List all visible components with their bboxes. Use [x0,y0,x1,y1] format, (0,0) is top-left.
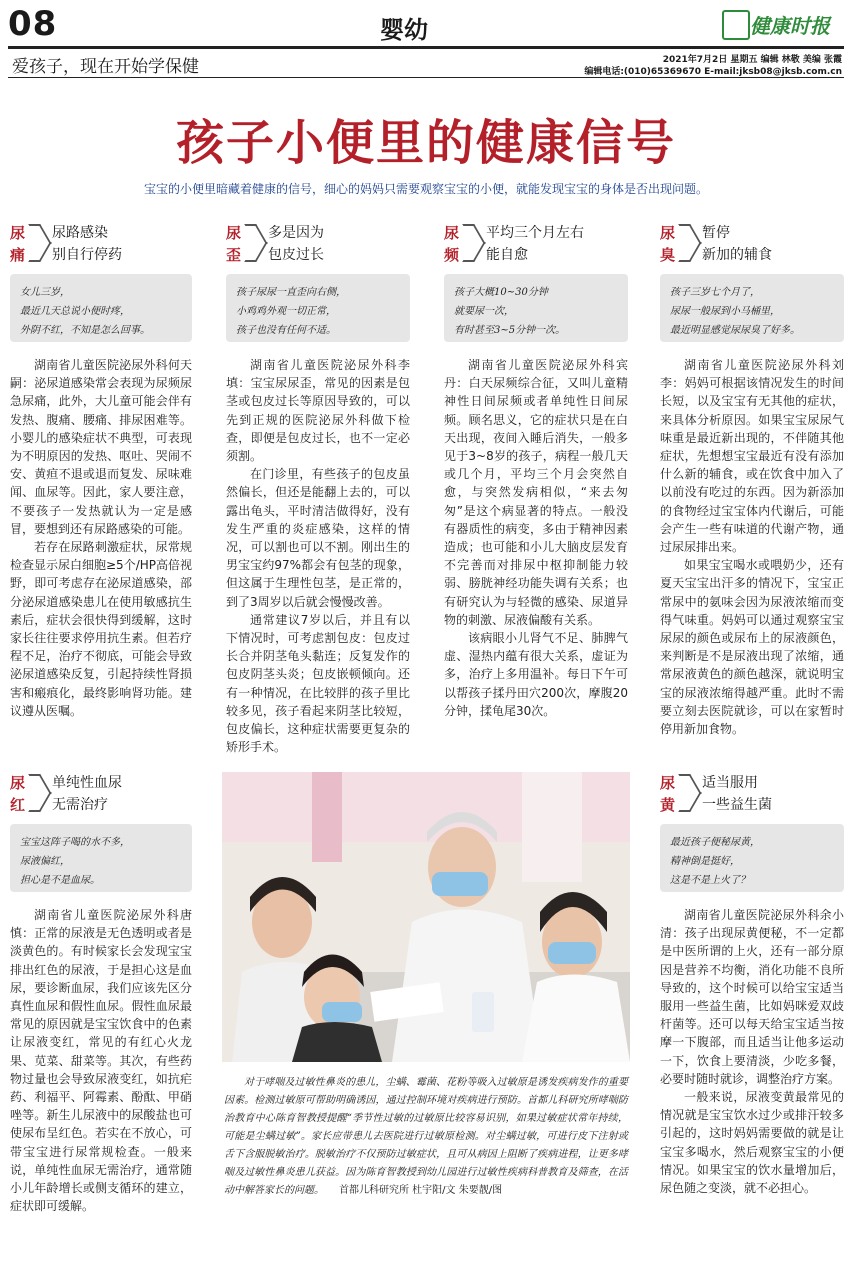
quote-line: 小鸡鸡外观一切正常， [236,306,336,317]
section-header-urine-yellow [660,772,850,820]
chevron-icon [684,772,694,814]
quote-line: 尿液偏红， [20,856,70,867]
quote-line: 精神倒是挺好， [670,856,740,867]
parent-question [660,274,844,342]
chevron-icon [34,772,44,814]
quote-line: 最近几天总说小便时疼， [20,306,130,317]
quote-line: 最近孩子便秘尿黄， [670,837,760,848]
section-body [660,356,844,738]
body-paragraph: 一般来说，尿液变黄最常见的情况就是宝宝饮水过少或排汗较多引起的，这时妈妈需要做的就是让宝宝多喝水，然后观察宝宝的小便情况。如果宝宝的饮水量增加后，尿色随之变淡，就不必担心。 [660,1090,844,1196]
edition-info: 2021年7月2日 星期五 编辑 林敬 美编 张霞 [662,55,842,65]
body-paragraph: 如果宝宝喝水或喂奶少，还有夏天宝宝出汗多的情况下，宝宝正常尿中的氨味会因为尿液浓缩而变得气味重。妈妈可以通过观察宝宝尿尿的颜色或尿布上的尿液颜色，来判断是不是尿液出现了浓缩，通常尿液黄色的颜色越深，就说明宝宝的尿液浓缩得越严重。此时不需要立刻去医院就诊，可以在家暂时停用新加食物。 [660,558,844,737]
chevron-icon [468,222,478,264]
body-paragraph: 湖南省儿童医院泌尿外科刘李：妈妈可根据该情况发生的时间长短，以及宝宝有无其他的症状，来具体分析原因。如果宝宝尿尿气味重是最近新出现的，不伴随其他症状，先想想宝宝最近有没有添加什么新的辅食，或在饮食中加入了以前没有吃过的东西。因为新添加的食物经过宝宝体内代谢后，可能会产生一些有味道的代谢产物，通过尿尿排出来。 [660,358,844,555]
quote-line: 有时甚至3~5分钟一次。 [454,325,566,336]
body-paragraph: 若存在尿路刺激症状，尿常规检查显示尿白细胞≥5个/HP高倍视野，即可考虑存在泌尿道感染，部分泌尿道感染患儿在使用敏感抗生素后，症状会很快得到缓解，这时家长往往要求停用抗生素。但若疗程不足，治疗不彻底，可能会导致泌尿道感染反复，引起持续性肾损害和瘢痕化，最终影响肾功能。建议遵从医嘱。 [10,540,192,718]
quote-line: 孩子三岁七个月了， [670,287,760,298]
quote-line: 就要尿一次， [454,306,514,317]
section-name: 婴幼 [380,16,428,44]
photo-caption [224,1074,628,1200]
editor-contact: 编辑电话:(010)65369670 E-mail:jksb08@jksb.com.cn [584,67,842,77]
section-tag: 尿红 [10,774,26,814]
quote-line: 这是不是上火了？ [670,875,750,886]
section-subheadline: 一些益生菌 [702,797,772,813]
body-paragraph: 湖南省儿童医院泌尿外科何天嗣：泌尿道感染常会表现为尿频尿急尿痛，此外，大儿童可能会伴有发热、腹痛、腰痛、排尿困难等。小婴儿的感染症状不典型，可表现为不明原因的发热、呕吐、哭闹不安、黄疸不退或退而复发、尿味难闻、血尿等。因此，家人要注意，不要孩子一发热就认为一定是感冒，要想到还有尿路感染的可能。 [10,358,192,536]
photo-credit: 首都儿科研究所 杜宇阳/文 朱要靓/图 [339,1185,503,1196]
parent-question [444,274,628,342]
header-rule [8,46,844,49]
section-tag: 尿歪 [226,224,242,264]
quote-line: 女儿三岁， [20,287,70,298]
body-paragraph: 该病眼小儿肾气不足、肺脾气虚、湿热内蕴有很大关系，虚证为多，治疗上多用温补。每日下午可以帮孩子揉丹田穴200次，摩腹20分钟，揉龟尾30次。 [444,631,628,718]
section-body [10,356,192,720]
section-tag: 尿频 [444,224,460,264]
article-title: 孩子小便里的健康信号 [175,115,676,171]
section-header-urine-smell [660,222,850,270]
logo-mark-icon [722,10,750,40]
caption-text: 对于哮喘及过敏性鼻炎的患儿，尘螨、霉菌、花粉等吸入过敏原是诱发疾病发作的重要因素。检测过敏原可帮助明确诱因，通过控制环境对疾病进行预防。首都儿科研究所哮喘防治教育中心陈育智教授提醒“季节性过敏的过敏原比较容易识别，如果过敏症状常年持续，可能是尘螨过敏”。家长应带患儿去医院进行过敏原检测。对尘螨过敏，可进行皮下注射或舌下含服脱敏治疗。脱敏治疗不仅预防过敏症状，且可从病因上阻断了疾病进程，让更多哮喘及过敏性鼻炎患儿获益。因为陈育智教授到幼儿园进行过敏性疾病科普教育及筛查，在活动中解答家长的问题。 [224,1077,628,1196]
section-body [444,356,628,720]
quote-line: 担心是不是血尿。 [20,875,100,886]
section-headline: 适当服用 [702,775,758,791]
section-body [10,906,192,1215]
parent-question [10,824,192,892]
parent-question [10,274,192,342]
chevron-icon [684,222,694,264]
section-header-urine-red [10,772,210,820]
parent-question [660,824,844,892]
section-header-urine-pain [10,222,210,270]
section-header-urine-deviated [226,222,426,270]
section-tag: 尿黄 [660,774,676,814]
quote-line: 最近明显感觉尿尿臭了好多。 [670,325,800,336]
section-tag: 尿臭 [660,224,676,264]
section-headline: 单纯性血尿 [52,775,122,791]
body-paragraph: 湖南省儿童医院泌尿外科余小清：孩子出现尿黄便秘，不一定都是中医所谓的上火，还有一部分原因是营养不均衡，消化功能不良所导致的，这个时候可以给宝宝适当服用一些益生菌，比如妈咪爱双歧杆菌等。还可以每天给宝宝适当按摩一下腹部，而且适当让他多运动一下，饮食上要清淡，少吃多餐，必要时随时就诊，调整治疗方案。 [660,908,844,1086]
logo-text: 健康时报 [750,14,830,38]
chevron-icon [250,222,260,264]
section-subheadline: 能自愈 [486,247,528,263]
chevron-icon [34,222,44,264]
body-paragraph: 湖南省儿童医院泌尿外科唐慎：正常的尿液是无色透明或者是淡黄色的。有时候家长会发现宝宝排出红色的尿液，于是担心这是血尿，要诊断血尿，我们应该先区分真性血尿和假性血尿。假性血尿最常见的原因就是宝宝饮食中的色素让尿液变红，常见的有红心火龙果、苋菜、甜菜等。其次，有些药物过量也会导致尿液变红，如抗疟药、利福平、阿霉素、酚酞、甲硝唑等。新生儿尿液中的尿酸盐也可使尿布呈红色。若实在不放心，可带宝宝进行尿常规检查。一般来说，单纯性血尿无需治疗，通常随小儿年龄增长或侧支循环的建立，症状即可缓解。 [10,908,192,1214]
section-header-urine-frequent [444,222,644,270]
body-paragraph: 通常建议7岁以后，并且有以下情况时，可考虑割包皮：包皮过长合并阴茎龟头黏连；反复发作的包皮阴茎头炎；包皮嵌顿倾向。还有一种情况，在比较胖的孩子里比较多见，孩子看起来阴茎比较短，包皮偏长，这种症状需要更复杂的矫形手术。 [226,612,410,755]
quote-line: 孩子大概10~30分钟 [454,287,548,298]
section-headline: 尿路感染 [52,225,108,241]
article-photo [222,772,630,1062]
parent-question [226,274,410,342]
section-subheadline: 别自行停药 [52,247,122,263]
section-body [660,906,844,1197]
quote-line: 宝宝这阵子喝的水不多， [20,837,130,848]
header-rule-thin [8,77,844,78]
section-tag: 尿痛 [10,224,26,264]
page-slogan: 爱孩子，现在开始学保健 [12,57,199,77]
article-intro: 宝宝的小便里暗藏着健康的信号，细心的妈妈只需要观察宝宝的小便，就能发现宝宝的身体是否出现问题。 [143,182,708,196]
section-subheadline: 无需治疗 [52,797,108,813]
body-paragraph: 在门诊里，有些孩子的包皮虽然偏长，但还是能翻上去的，可以露出龟头，平时清洁做得好，没有发生严重的炎症感染，这样的情况，可以割也可以不割。刚出生的男宝宝约97%都会有包茎的现象，但这属于生理性包茎，是正常的，到了3周岁以后就会慢慢改善。 [226,467,410,609]
section-headline: 平均三个月左右 [486,225,584,241]
body-paragraph: 湖南省儿童医院泌尿外科宾丹：白天尿频综合征，又叫儿童精神性日间尿频或者单纯性日间尿频。顾名思义，它的症状只是在白天出现，夜间入睡后消失，一般多见于3~8岁的孩子，病程一般几天或几个月，平均三个月会突然自愈，与突然发病相似，“来去匆匆”是这个病显著的特点。一般没有器质性的病变，多由于精神因素造成；也可能和小儿大脑皮层发育不完善而对排尿中枢抑制能力较弱、膀胱神经功能失调有关系；也有研究认为与轻微的感染、尿道异物的刺激、尿液偏酸有关系。 [444,358,628,627]
photo-illustration [222,772,630,1062]
quote-line: 孩子尿尿一直歪向右侧， [236,287,346,298]
body-paragraph: 湖南省儿童医院泌尿外科李填：宝宝尿尿歪，常见的因素是包茎或包皮过长等原因导致的，可以先到正规的医院泌尿外科做下检查，即便是包皮过长，也不一定必须割。 [226,358,410,464]
section-headline: 多是因为 [268,225,324,241]
quote-line: 外阴不红，不知是怎么回事。 [20,325,150,336]
quote-line: 孩子也没有任何不适。 [236,325,336,336]
quote-line: 尿尿一般尿到小马桶里， [670,306,780,317]
section-subheadline: 新加的辅食 [702,247,772,263]
section-body [226,356,410,756]
section-subheadline: 包皮过长 [268,247,324,263]
section-headline: 暂停 [702,225,730,241]
newspaper-logo [722,10,842,40]
page-number: 08 [8,4,58,44]
